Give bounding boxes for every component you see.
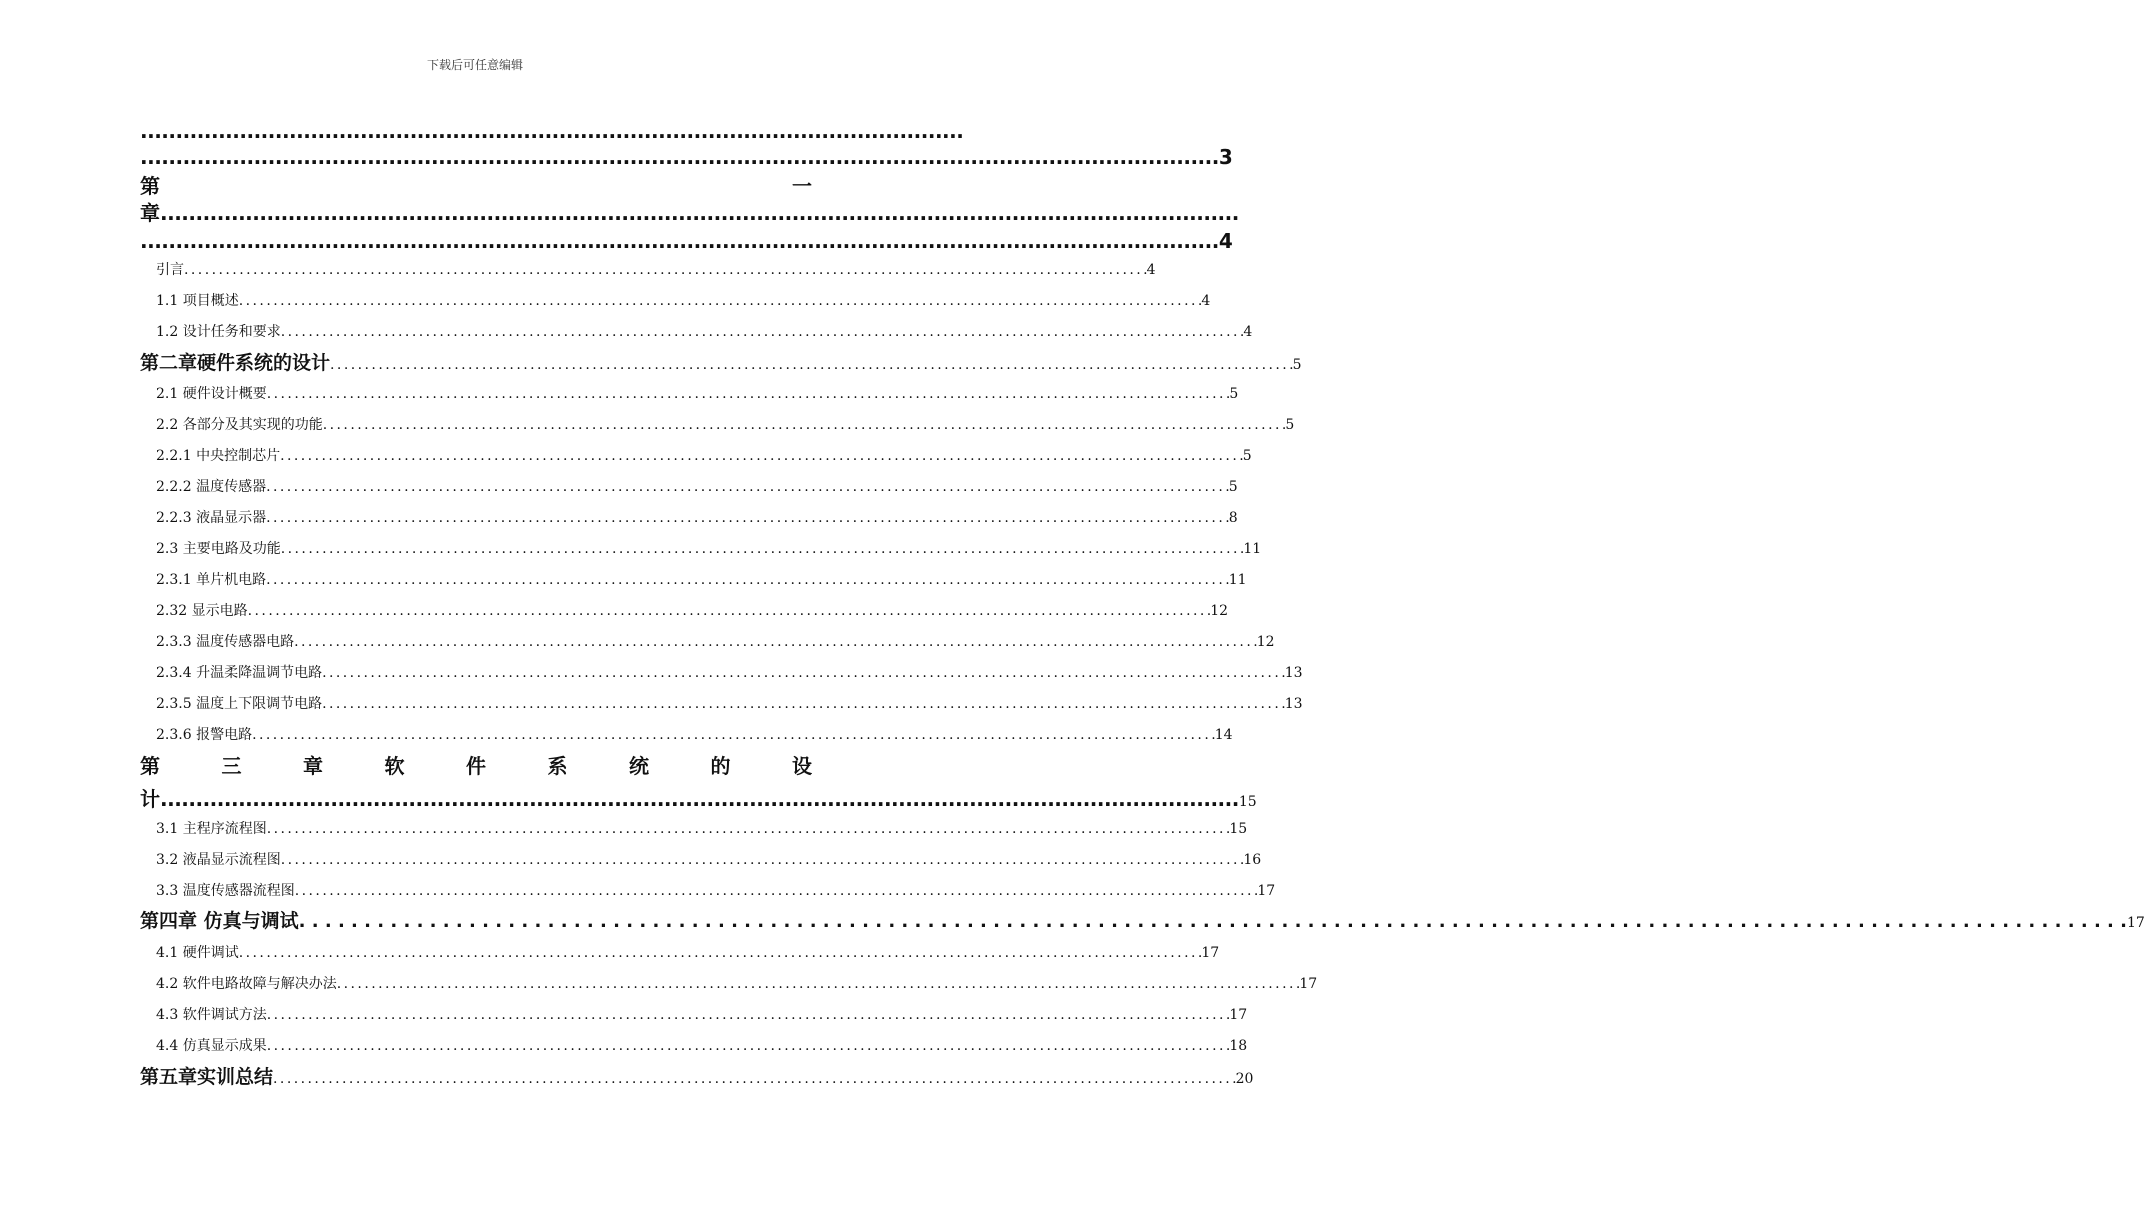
- toc-leader: [267, 384, 1230, 404]
- toc-page-number: 17: [1229, 1007, 1248, 1023]
- toc-entry[interactable]: [156, 384, 1239, 404]
- toc-entry[interactable]: [156, 1036, 1248, 1056]
- toc-chapter-label: 第四章 仿真与调试: [140, 910, 299, 932]
- chapter-3-char: 软: [384, 754, 405, 778]
- chapter-1-char: 第: [140, 174, 160, 198]
- toc-leader: [266, 570, 1229, 590]
- toc-chapter-2[interactable]: [140, 350, 1302, 378]
- toc-entry[interactable]: [156, 415, 1295, 435]
- toc-page-number: 8: [1228, 510, 1238, 526]
- toc-leader: [330, 350, 1293, 378]
- toc-chapter-3-heading[interactable]: [140, 752, 812, 780]
- toc-leader: [281, 539, 1244, 559]
- toc-entry[interactable]: [156, 508, 1238, 528]
- toc-chapter-4[interactable]: [140, 908, 2145, 936]
- toc-entry[interactable]: [156, 1005, 1248, 1025]
- chapter-3-char: 设: [792, 754, 812, 778]
- toc-leader: [281, 322, 1244, 342]
- toc-page-number: 5: [1292, 357, 1302, 373]
- toc-leader: [323, 415, 1286, 435]
- toc-page-number: 4: [1218, 229, 1233, 253]
- toc-leader: [322, 663, 1285, 683]
- toc-leader: [140, 142, 1219, 172]
- toc-entry[interactable]: [156, 570, 1247, 590]
- chapter-3-char: 第: [140, 754, 160, 778]
- toc-page-number: 11: [1243, 541, 1262, 557]
- toc-page-number: 5: [1285, 417, 1295, 433]
- toc-page-number: 13: [1284, 665, 1303, 681]
- toc-page-number: 4: [1201, 293, 1211, 309]
- toc-leader: [322, 694, 1285, 714]
- toc-leader: [160, 784, 1239, 814]
- toc-entry[interactable]: [156, 632, 1275, 652]
- toc-page-number: 4: [1243, 324, 1253, 340]
- chapter-1-char: 一: [792, 174, 812, 198]
- toc-page-number: 14: [1214, 727, 1233, 743]
- toc-leader: [267, 819, 1230, 839]
- toc-entry-label: 引言: [156, 262, 184, 278]
- toc-page-number: 17: [1299, 976, 1318, 992]
- toc-entry-label: 2.2.2 温度传感器: [156, 479, 267, 495]
- toc-entry-label: 2.2.3 液晶显示器: [156, 510, 267, 526]
- toc-entry[interactable]: [156, 601, 1229, 621]
- toc-leader: [184, 260, 1147, 280]
- toc-entry[interactable]: [156, 446, 1252, 466]
- toc-entry-label: 2.3.6 报警电路: [156, 727, 253, 743]
- toc-entry-label: 2.3.3 温度传感器电路: [156, 634, 295, 650]
- chapter-3-char: 系: [547, 754, 568, 778]
- chapter-3-char: 件: [466, 754, 486, 778]
- toc-entry-label: 2.2.1 中央控制芯片: [156, 448, 281, 464]
- toc-page-number: 17: [1201, 945, 1220, 961]
- toc-page-number: 11: [1228, 572, 1247, 588]
- toc-page-number: 18: [1229, 1038, 1248, 1054]
- toc-chapter-1-page-line: [140, 226, 1233, 256]
- toc-leader: [281, 850, 1244, 870]
- toc-entry-label: 2.2 各部分及其实现的功能: [156, 417, 323, 433]
- toc-entry[interactable]: [156, 881, 1276, 901]
- chapter-3-char: 的: [710, 754, 731, 778]
- toc-entry-label: 2.32 显示电路: [156, 603, 248, 619]
- chapter-3-char: 计: [140, 787, 160, 811]
- toc-page-number: 17: [2127, 915, 2145, 931]
- toc-entry-label: 4.2 软件电路故障与解决办法: [156, 976, 337, 992]
- toc-leader: [294, 632, 1257, 652]
- page-header: 下载后可任意编辑: [426, 58, 523, 72]
- toc-page-number: 16: [1243, 852, 1262, 868]
- toc-entry[interactable]: [156, 291, 1211, 311]
- toc-leader: [266, 477, 1229, 497]
- chapter-3-char: 章: [303, 754, 323, 778]
- toc-leader: [273, 1064, 1236, 1092]
- toc-entry[interactable]: [156, 943, 1220, 963]
- toc-page-number: 12: [1256, 634, 1275, 650]
- toc-page-number: 5: [1242, 448, 1252, 464]
- toc-page-number: 13: [1284, 696, 1303, 712]
- toc-entry-prefix[interactable]: [140, 142, 1233, 172]
- toc-entry-label: 4.1 硬件调试: [156, 945, 239, 961]
- toc-page-number: 3: [1218, 145, 1233, 169]
- toc-entry-label: 2.3 主要电路及功能: [156, 541, 281, 557]
- toc-chapter-label: 第二章硬件系统的设计: [140, 352, 331, 374]
- toc-entry[interactable]: [156, 260, 1156, 280]
- toc-page-number: 20: [1235, 1071, 1254, 1087]
- toc-entry-label: 2.3.4 升温柔降温调节电路: [156, 665, 323, 681]
- toc-entry-label: 3.3 温度传感器流程图: [156, 883, 295, 899]
- toc-leader: [252, 725, 1215, 745]
- toc-entry[interactable]: [156, 322, 1253, 342]
- toc-page-number: 5: [1229, 386, 1239, 402]
- toc-chapter-1-line[interactable]: [140, 198, 812, 228]
- toc-leader: [280, 446, 1243, 466]
- toc-page-number: 17: [1257, 883, 1276, 899]
- toc-leader: [267, 1036, 1230, 1056]
- toc-entry[interactable]: [156, 694, 1303, 714]
- toc-entry-label: 3.1 主程序流程图: [156, 821, 267, 837]
- toc-entry-label: 1.2 设计任务和要求: [156, 324, 281, 340]
- toc-leader: [295, 881, 1258, 901]
- toc-entry[interactable]: [156, 725, 1233, 745]
- toc-leader: [266, 508, 1229, 528]
- chapter-3-char: 三: [221, 754, 242, 778]
- toc-leader: [160, 198, 1239, 228]
- toc-chapter-label: 第五章实训总结: [140, 1066, 274, 1088]
- toc-page-number: 12: [1210, 603, 1229, 619]
- toc-chapter-1-heading[interactable]: [140, 172, 812, 200]
- toc-entry[interactable]: [156, 819, 1248, 839]
- toc-leader-line: ....................................................................................................................: [140, 119, 964, 143]
- toc-page-number: 5: [1228, 479, 1238, 495]
- toc-entry-label: 2.3.5 温度上下限调节电路: [156, 696, 323, 712]
- toc-entry[interactable]: [156, 477, 1238, 497]
- toc-chapter-5[interactable]: [140, 1064, 1254, 1092]
- toc-chapter-3-line[interactable]: [140, 784, 1257, 817]
- chapter-1-char: 章: [140, 201, 160, 225]
- toc-entry-label: 2.3.1 单片机电路: [156, 572, 267, 588]
- toc-leader: [267, 1005, 1230, 1025]
- chapter-3-char: 统: [629, 754, 649, 778]
- toc-entry[interactable]: [156, 663, 1303, 683]
- toc-leader: [299, 908, 2127, 935]
- toc-page-number: 15: [1229, 821, 1248, 837]
- toc-leader: [239, 291, 1202, 311]
- toc-page-number: 4: [1146, 262, 1156, 278]
- toc-entry[interactable]: [156, 974, 1318, 994]
- toc-entry-label: 2.1 硬件设计概要: [156, 386, 267, 402]
- toc-page-number: 15: [1238, 794, 1257, 810]
- toc-leader: [248, 601, 1211, 621]
- toc-leader: [140, 226, 1219, 256]
- toc-leader: [239, 943, 1202, 963]
- toc-entry-label: 1.1 项目概述: [156, 293, 239, 309]
- toc-entry-label: 4.3 软件调试方法: [156, 1007, 267, 1023]
- toc-entry[interactable]: [156, 539, 1262, 559]
- toc-entry-label: 3.2 液晶显示流程图: [156, 852, 281, 868]
- toc-leader: [337, 974, 1300, 994]
- toc-entry[interactable]: [156, 850, 1262, 870]
- toc-entry-label: 4.4 仿真显示成果: [156, 1038, 267, 1054]
